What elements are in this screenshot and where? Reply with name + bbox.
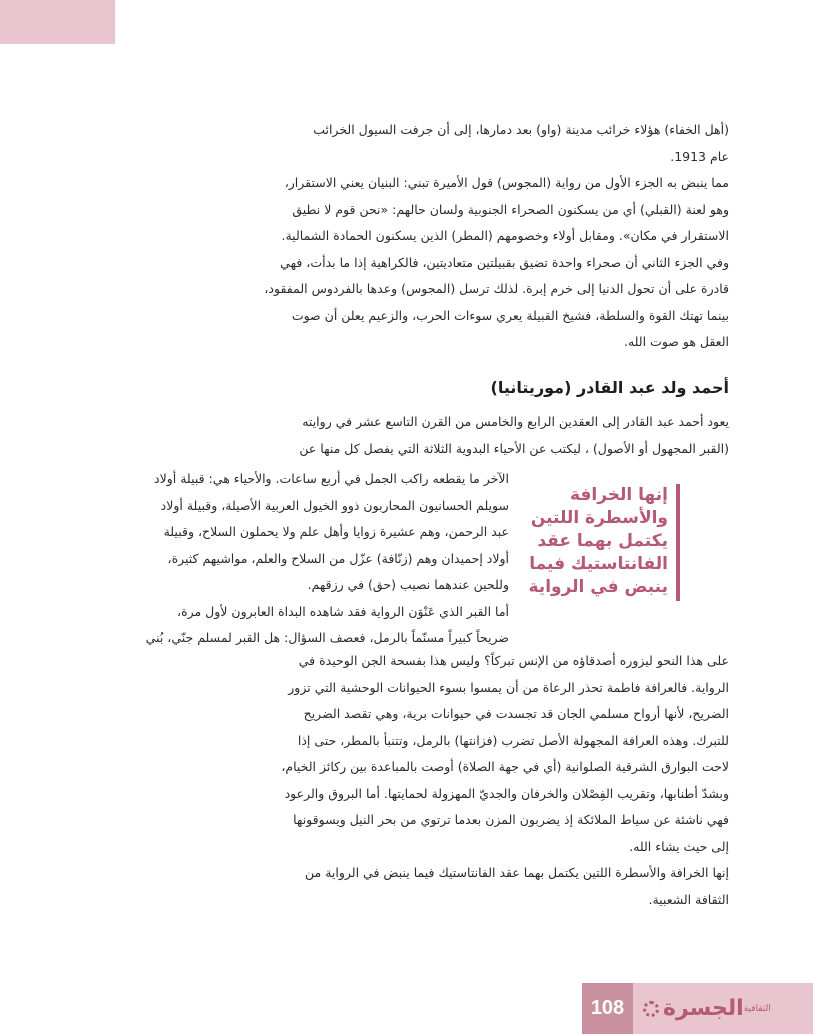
pull-quote-line: الفانتاستيك فيما [529,554,668,574]
text-line: قادرة على أن تحول الدنيا إلى خرم إبرة. لذلك ترسل (المجوس) وعدها بالفردوس المفقود، [264,281,729,296]
text-line: عام 1913. [670,148,729,164]
text-line: الرواية. فالعرافة فاطمة تحذر الرعاة من أن يمسوا بسوء الحيوانات الوحشية التي تزور [288,679,729,695]
text-line: وهو لعنة (القبلي) أي من يسكنون الصحراء الجنوبية ولسان حالهم: «نحن قوم لا نطيق [292,201,729,217]
magazine-logo [633,983,813,1034]
text-line: وللحين عندهما نصيب (حق) في رزقهم. [307,577,509,592]
pull-quote [508,484,680,601]
text-line: مما ينبض به الجزء الأول من رواية (المجوس) قول الأميرة تبني: البنيان يعني الاستقرار، [284,175,729,190]
flower-icon [643,1001,659,1017]
text-line: ضريحاً كبيراً مسنّماً بالرمل، فعصف السؤال: هل القبر لمسلم جنّي، بُني [145,630,509,645]
article-paragraph-1 [108,117,729,356]
page-number-badge [582,983,633,1034]
pull-quote-line: والأسطرة اللتين [530,508,668,528]
page-number: 108 [590,997,625,1019]
logo-subtext: الثقافية [743,1003,771,1014]
text-line: وفي الجزء الثاني أن صحراء واحدة تضيق بقبيلتين متعاديتين، فالكراهية إذا ما بدأت، فهي [280,254,729,270]
article-intro [108,409,729,462]
text-line: الاستقرار في مكان». ومقابل أولاء وخصومهم (المطر) الذين يسكنون الحمادة الشمالية. [281,228,729,243]
corner-decoration [0,0,115,44]
pull-quote-line: ينبض في الرواية [528,577,668,597]
text-line: عبد الرحمن، وهم عشيرة زوايا وأهل علم ولا يحملون السلاح، وقبيلة [163,524,509,539]
text-line: (أهل الخفاء) هؤلاء خرائب مدينة (واو) بعد دمارها، إلى أن جرفت السيول الخرائب [313,122,729,137]
text-line: إنها الخرافة والأسطرة اللتين يكتمل بهما عقد الفانتاستيك فيما ينبض في الرواية من [305,865,729,880]
text-line: يعود أحمد عبد القادر إلى العقدين الرابع والخامس من القرن التاسع عشر في روايته [302,414,729,429]
text-line: الضريح، لأنها أرواح مسلمي الجان قد تجسدت في حيوانات برية، وهي تقصد الضريح [303,706,729,721]
text-line: على هذا النحو ليزوره أصدقاؤه من الإنس تبركاً؟ وليس هذا بفسحة الجن الوحيدة في [298,653,729,668]
text-line: لاحت البوارق الشرقية الصلوانية (أي في جهة الصلاة) أوصت بالمباعدة بين ركائز الخيام، [281,759,729,774]
logo-text: الجسرة [663,996,744,1021]
text-line: فهي ناشئة عن سياط الملائكة إذ يضربون المزن بعدما ترتوي من بحر النيل ويسوقونها [293,812,729,827]
section-heading: أحمد ولد عبد القادر (موريتانيا) [490,378,729,397]
text-line: للتبرك. وهذه العرافة المجهولة الأصل تضرب (فزانتها) بالرمل، وتتنبأ بالمطر، حتى إذا [297,732,729,748]
text-line: العقل هو صوت الله. [623,334,729,349]
text-line: (القبر المجهول أو الأصول) ، ليكتب عن الأحياء البدوية الثلاثة التي يفصل كل منها عن [299,440,729,456]
text-line: الآخر ما يقطعه راكب الجمل في أربع ساعات. والأحياء هي: قبيلة أولاد [154,471,509,486]
text-line: أولاد إحميدان وهم (زنّافة) عزّل من السلاح والعلم، مواشيهم كثيرة، [167,550,509,566]
article-narrow-column [108,466,509,652]
footer-strip [0,983,582,1034]
pull-quote-line: إنها الخرافة [569,485,668,505]
text-line: أما القبر الذي عَنْوَن الرواية فقد شاهده البداة العابرون لأول مرة، [177,603,509,619]
pull-quote-line: يكتمل بهما عقد [537,531,668,551]
text-line: الثقافة الشعبية. [648,891,729,907]
text-line: إلى حيث يشاء الله. [629,838,729,854]
text-line: وبشدّ أطنابها، وتقريب الفِصْلان والخرفان والجديّ المهزولة لحمايتها. أما البروق والرعود [284,785,729,801]
article-paragraph-continued [108,648,729,913]
text-line: سويلم الحسانيون المحاربون ذوو الخيول العربية الأصيلة، وقبيلة أولاد [160,497,509,513]
text-line: بينما تهتك القوة والسلطة، فشيخ القبيلة يعري سوءات الحرب، والزعيم يعلن أن صوت [291,307,729,323]
